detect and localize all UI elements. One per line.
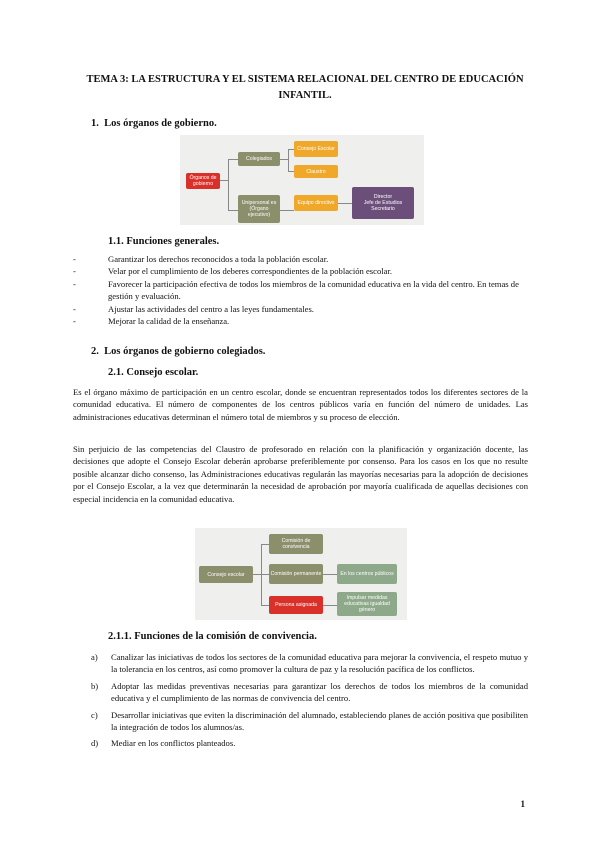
section-2-1-1-heading: 2.1.1. Funciones de la comisión de convivencia. bbox=[108, 631, 317, 642]
paragraph-2: Sin perjuicio de las competencias del Claustro de profesorado en relación con la planificación y organización docente, las decisiones que adopte el Consejo Escolar deberán aprobarse preferiblemente por consenso. Para los casos en los que no resulte posible alcanzar dicho consenso, las Administraciones educativas regularán las mayorías necesarias para la adopción de decisiones por el Consejo Escolar, a la vez que determinarán la necesidad de aprobación por mayoría cualificada de aquellas decisiones con especial incidencia en la comunidad educativa. bbox=[73, 444, 528, 504]
list-item: c) Desarrollar iniciativas que eviten la discriminación del alumnado, estableciendo planes de acción positiva que posibiliten la integración de todos los alumnos/as. bbox=[91, 709, 528, 733]
page-number: 1 bbox=[520, 799, 525, 809]
colegiados-box: Colegiados bbox=[238, 152, 280, 166]
centros-box: En los centros públicos bbox=[337, 564, 397, 584]
list-item: a) Canalizar las iniciativas de todos los sectores de la comunidad educativa para mejorar la convivencia, el respeto mutuo y la tolerancia en los centros, así como promover la cultura de paz y la resolución pacífica de los conflictos. bbox=[91, 652, 528, 675]
convivencia-box: Comisión de convivencia bbox=[269, 534, 323, 554]
list-item: - Velar por el cumplimiento de los deberes correspondientes de la población escolar. bbox=[73, 266, 392, 277]
section-1-heading: 1. Los órganos de gobierno. bbox=[91, 118, 217, 129]
general-functions-list bbox=[73, 253, 528, 327]
governance-diagram bbox=[180, 135, 424, 225]
page-title: TEMA 3: LA ESTRUCTURA Y EL SISTEMA RELACIONAL DEL CENTRO DE EDUCACIÓN INFANTIL. bbox=[86, 74, 524, 101]
equipo-box: Equipo directivo bbox=[294, 195, 338, 211]
unipersonales-box: Unipersonal es (Órgano ejecutivo) bbox=[238, 195, 280, 223]
list-item: - Garantizar los derechos reconocidos a toda la población escolar. bbox=[73, 254, 329, 264]
igualdad-box: Impulsar medidas educativas igualdad género bbox=[337, 592, 397, 616]
direccion-box: Director Jefe de Estudios Secretario bbox=[352, 187, 414, 219]
list-item: b) Adoptar las medidas preventivas necesarias para garantizar los derechos de todos los miembros de la comunidad educativa y el cumplimiento de las normas de convivencia del centro. bbox=[91, 680, 528, 704]
section-2-1-heading: 2.1. Consejo escolar. bbox=[108, 367, 199, 378]
persona-box: Persona asignada bbox=[269, 596, 323, 614]
section-2-heading: 2. Los órganos de gobierno colegiados. bbox=[91, 346, 266, 357]
permanente-box: Comisión permanente bbox=[269, 564, 323, 584]
paragraph-1: Es el órgano máximo de participación en un centro escolar, donde se encuentran representados todos los diferentes sectores de la comunidad educativa. El número de componentes de los centros públicos varía en función del número de unidades. Las administraciones educativas determinan el número total de miembros y su proceso de elección. bbox=[73, 387, 528, 422]
list-item: - Favorecer la participación efectiva de todos los miembros de la comunidad educativa en la vida del centro. En temas de gestión y evaluación. bbox=[73, 278, 519, 302]
list-item: - Ajustar las actividades del centro a las leyes fundamentales. bbox=[73, 303, 314, 314]
list-item: d) Mediar en los conflictos planteados. bbox=[91, 738, 236, 749]
root-box: Órganos de gobierno bbox=[186, 173, 220, 189]
convivencia-functions-list bbox=[91, 651, 528, 754]
list-item: - Mejorar la calidad de la enseñanza. bbox=[73, 316, 230, 327]
consejo-root-box: Consejo escolar bbox=[199, 566, 253, 583]
section-1-1-heading: 1.1. Funciones generales. bbox=[108, 236, 220, 247]
claustro-box: Claustro bbox=[294, 165, 338, 178]
consejo-box: Consejo Escolar bbox=[294, 141, 338, 157]
consejo-escolar-diagram bbox=[195, 528, 407, 620]
